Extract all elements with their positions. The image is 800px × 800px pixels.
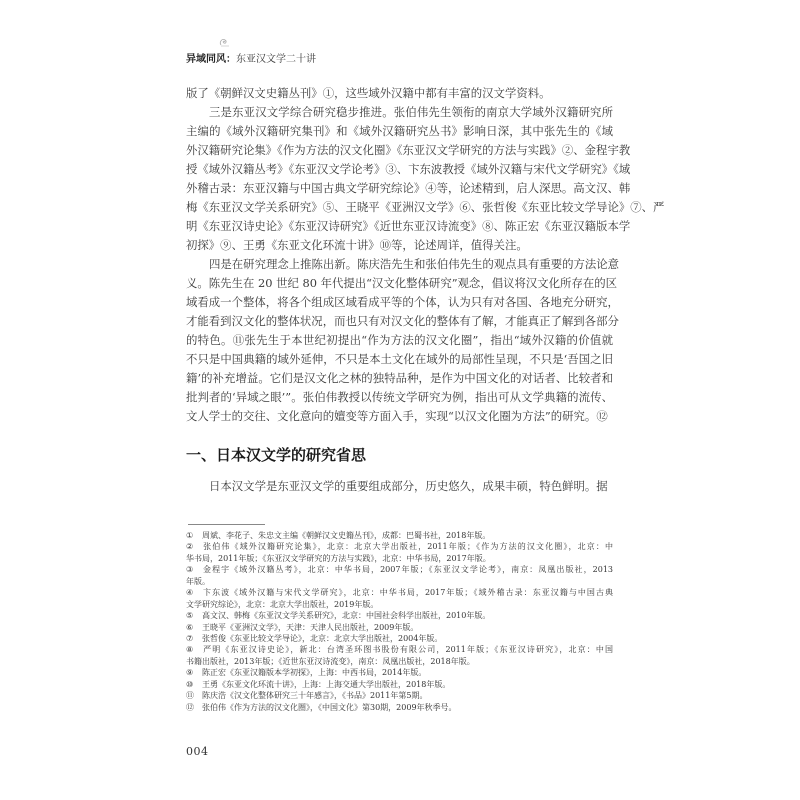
publisher-logo-icon — [218, 36, 230, 48]
footnote-number: ⑤ — [186, 611, 194, 621]
footnote-line — [186, 622, 613, 633]
paragraph-line: 版了《朝鲜汉文史籍丛刊》①，这些域外汉籍中都有丰富的汉文学资料。 — [186, 86, 551, 100]
paragraph — [186, 103, 665, 255]
paragraph-line: 才能看到汉文化的整体状况，而也只有对汉文化的整体有了解，才能真正了解到各部分 — [186, 314, 619, 328]
footnote-number: ④ — [186, 588, 194, 598]
footnote — [186, 610, 613, 621]
paragraph-line: 的特色。⑪张先生于本世纪初提出“作为方法的汉文化圈”，指出“域外汉籍的价值就 — [186, 333, 613, 347]
footnote-number: ② — [186, 542, 194, 552]
running-header — [186, 50, 316, 65]
footnote-line — [186, 564, 613, 575]
footnote-text: 陈正宏《东亚汉籍版本学初探》，上海：中西书局，2014年版。 — [202, 668, 427, 678]
paragraph-line: 四是在研究理念上推陈出新。陈庆浩先生和张伯伟先生的观点具有重要的方法论意 — [209, 257, 620, 271]
footnote — [186, 690, 613, 701]
paragraph-line: 主编的《域外汉籍研究集刊》和《域外汉籍研究丛书》影响日深，其中张先生的《域 — [186, 124, 613, 138]
footnote-line — [186, 610, 613, 621]
footnote — [186, 633, 613, 644]
section-heading: 一、日本汉文学的研究省思 — [186, 446, 367, 464]
paragraph-line: 外稽古录：东亚汉籍与中国古典文学研究综论》④等，论述精到，启人深思。高文汉、韩 — [186, 181, 631, 195]
paragraph — [186, 255, 620, 426]
paragraph-line: 批判者的‘异域之眼’”。张伯伟教授以传统文学研究为例，指出可从文学典籍的流传、 — [186, 390, 613, 404]
footnote-line — [186, 530, 613, 541]
footnote-line — [186, 702, 613, 713]
footnote-line: 文学研究综论》，北京：北京大学出版社，2019年版。 — [186, 599, 379, 609]
footnote — [186, 587, 613, 610]
footnote-number: ⑥ — [186, 622, 194, 632]
footnote-text: 高文汉、韩梅《东亚汉文学关系研究》，北京：中国社会科学出版社，2010年版。 — [202, 611, 491, 621]
footnote — [186, 702, 613, 713]
paragraph-line: 梅《东亚汉文学关系研究》⑤、王晓平《亚洲汉文学》⑥、张哲俊《东亚比较文学导论》⑦、严 — [186, 200, 665, 214]
footnote — [186, 564, 613, 587]
footnote-text: 金程宇《域外汉籍丛考》，北京：中华书局，2007年版；《东亚汉文学论考》，南京：凤凰出版社，2013 — [202, 565, 613, 575]
footnote-text: 严明《东亚汉诗史论》，新北：台湾圣环图书股份有限公司，2011年版；《东亚汉诗研究》，北京：中国 — [202, 645, 613, 655]
footnote — [186, 530, 613, 541]
footnote-line — [186, 690, 613, 701]
footnote-number: ③ — [186, 565, 194, 575]
paragraph — [186, 84, 613, 103]
paragraph-line: 不只是中国典籍的域外延伸，不只是本土文化在域外的局部性呈现，不只是‘吾国之旧 — [186, 352, 613, 366]
paragraph-line: 籍’的补充增益。它们是汉文化之林的独特品种，是作为中国文化的对话者、比较者和 — [186, 371, 613, 385]
footnote-line: 书籍出版社，2013年版；《近世东亚汉诗流变》，南京：凤凰出版社，2018年版。 — [186, 656, 475, 666]
paragraph-line: 日本汉文学是东亚汉文学的重要组成部分，历史悠久，成果丰硕，特色鲜明。据 — [209, 479, 608, 493]
footnote-text: 张伯伟《作为方法的汉文化圈》，《中国文化》第30期，2009年秋季号。 — [202, 702, 457, 712]
footnote — [186, 679, 613, 690]
footnote-number: ① — [186, 531, 194, 540]
footnote-text: 王勇《东亚文化环流十讲》，上海：上海交通大学出版社，2018年版。 — [202, 679, 451, 689]
paragraph-line: 义。陈先生在 20 世纪 80 年代提出“汉文化整体研究”观念，倡议将汉文化所存在的区 — [186, 276, 618, 290]
footnote-line — [186, 667, 613, 678]
footnote-text: 周斌、李花子、朱忠文主编《朝鲜汉文史籍丛刊》，成都：巴蜀书社，2018年版。 — [202, 531, 491, 540]
footnote-line: 年版。 — [186, 576, 210, 586]
paragraph-line: 明《东亚汉诗史论》《东亚汉诗研究》《近世东亚汉诗流变》⑧、陈正宏《东亚汉籍版本学 — [186, 219, 631, 233]
footnote-line — [186, 633, 613, 644]
footnote-number: ⑧ — [186, 645, 194, 655]
footnote-text: 卞东波《域外汉籍与宋代文学研究》，北京：中华书局，2017年版；《域外稽古录：东亚汉籍与中国古典 — [202, 588, 613, 598]
footnote — [186, 644, 613, 667]
footnote-number: ⑨ — [186, 668, 194, 678]
footnote-text: 张哲俊《东亚比较文学导论》，北京：北京大学出版社，2004年版。 — [202, 633, 443, 643]
footnote-line — [186, 644, 613, 655]
paragraph-line: 三是东亚汉文学综合研究稳步推进。张伯伟先生领衔的南京大学域外汉籍研究所 — [209, 105, 613, 119]
footnote-number: ⑦ — [186, 633, 194, 643]
paragraph-line: 授《域外汉籍丛考》《东亚汉文学论考》③、卞东波教授《域外汉籍与宋代文学研究》《域 — [186, 162, 631, 176]
footnotes — [186, 530, 613, 713]
footnote-line — [186, 679, 613, 690]
page-number: 004 — [186, 745, 209, 758]
footnote — [186, 667, 613, 678]
footnote-number: ⑩ — [186, 679, 194, 689]
footnote-line: 华书局，2011年版；《东亚汉文学研究的方法与实践》，北京：中华书局，2017年版。 — [186, 553, 491, 563]
book-subtitle: 东亚汉文学二十讲 — [236, 54, 316, 65]
footnote-divider — [188, 524, 265, 525]
footnote-line — [186, 541, 613, 552]
section-paragraph — [186, 477, 613, 496]
paragraph-line: 外汉籍研究论集》《作为方法的汉文化圈》《东亚汉文学研究的方法与实践》②、金程宇教 — [186, 143, 631, 157]
body-text — [186, 84, 665, 426]
footnote-number: ⑫ — [186, 702, 194, 712]
paragraph-line: 文人学士的交往、文化意向的嬗变等方面入手，实现“以汉文化圈为方法”的研究。⑫ — [186, 409, 608, 423]
footnote — [186, 622, 613, 633]
paragraph-line: 域看成一个整体，将各个组成区域看成平等的个体，认为只有对各国、各地充分研究， — [186, 295, 619, 309]
footnote-number: ⑪ — [186, 691, 194, 701]
footnote-text: 王晓平《亚洲汉文学》，天津：天津人民出版社，2009年版。 — [202, 622, 419, 632]
footnote — [186, 541, 613, 564]
paragraph-line: 初探》⑨、王勇《东亚文化环流十讲》⑩等，论述周详，值得关注。 — [186, 238, 528, 252]
footnote-line — [186, 587, 613, 598]
book-title: 异域同风： — [186, 54, 236, 65]
footnote-text: 张伯伟《域外汉籍研究论集》，北京：北京大学出版社，2011年版；《作为方法的汉文化圈》，北京：中 — [202, 542, 613, 552]
footnote-text: 陈庆浩《汉文化整体研究三十年感言》，《书品》2011年第5期。 — [202, 691, 428, 701]
